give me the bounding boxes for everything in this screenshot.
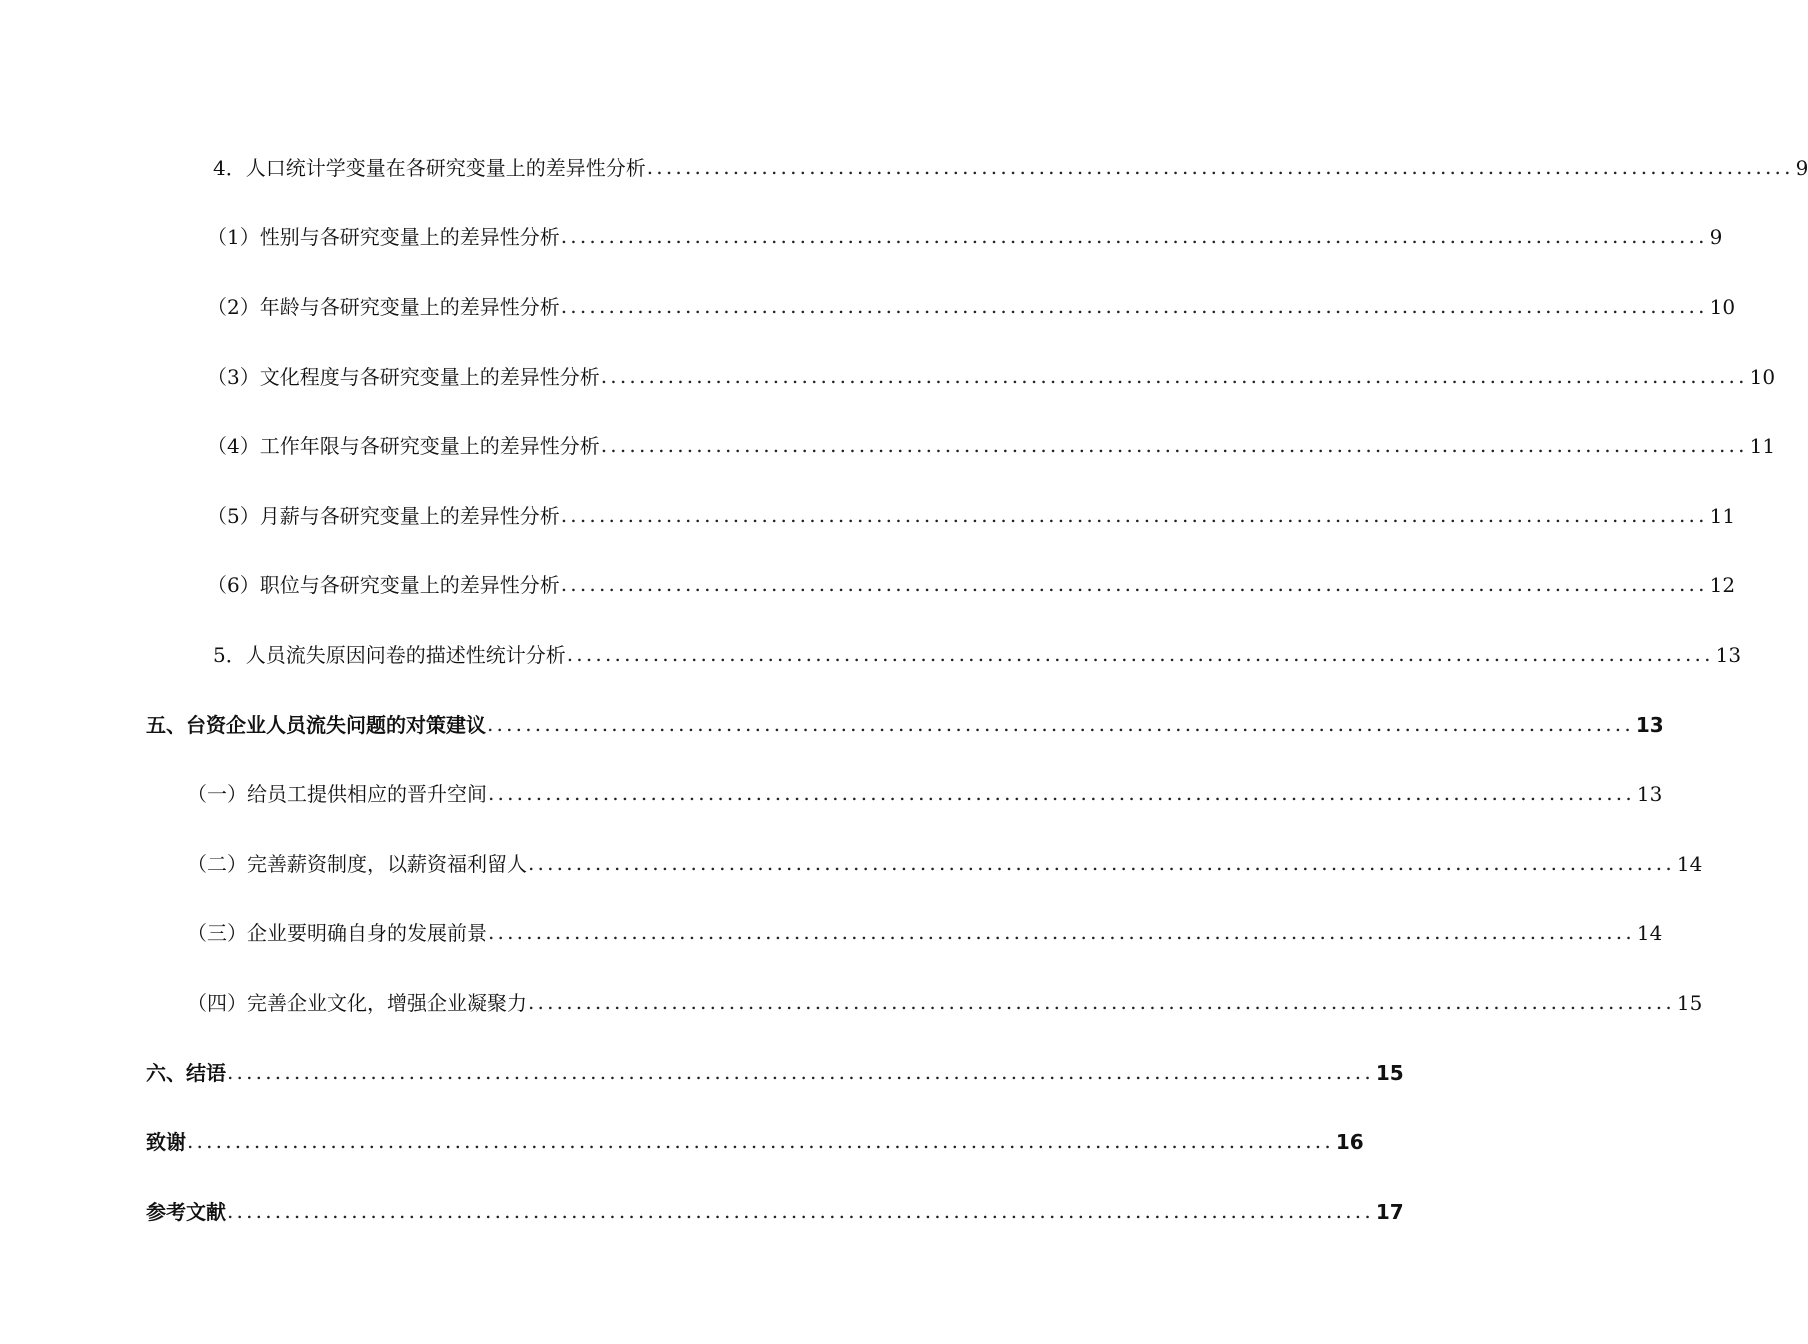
- toc-entry-title: （5）月薪与各研究变量上的差异性分析: [207, 503, 560, 528]
- toc-entry-page-number: 11: [1709, 503, 1736, 528]
- toc-entry-title: 4．人口统计学变量在各研究变量上的差异性分析: [213, 155, 646, 180]
- toc-entry[interactable]: [0, 690, 1664, 760]
- toc-entry[interactable]: [0, 829, 1703, 899]
- toc-entry-page-number: 14: [1676, 851, 1703, 876]
- toc-entry[interactable]: [0, 272, 1736, 342]
- toc-entry-title: （二）完善薪资制度，以薪资福利留人: [187, 851, 527, 876]
- toc-entry-page-number: 12: [1709, 573, 1736, 598]
- toc-dot-leader: ........................................................................................................................: [488, 920, 1635, 945]
- toc-entry-line: [213, 148, 1808, 188]
- toc-entry-page-number: 10: [1749, 364, 1776, 389]
- toc-entry[interactable]: [0, 968, 1703, 1038]
- toc-entry-title: （3）文化程度与各研究变量上的差异性分析: [207, 364, 600, 389]
- toc-entry-line: [187, 844, 1703, 884]
- toc-entry[interactable]: [0, 342, 1776, 412]
- toc-entry-title: （三）企业要明确自身的发展前景: [187, 921, 487, 946]
- toc-dot-leader: ........................................................................................................................: [600, 433, 1748, 458]
- toc-entry-title: （1）性别与各研究变量上的差异性分析: [207, 225, 560, 250]
- toc-entry-title: 致谢: [146, 1130, 186, 1155]
- toc-dot-leader: ........................................................................................................................: [227, 1198, 1374, 1223]
- toc-entry-title: 六、结语: [146, 1060, 226, 1085]
- toc-entry-title: 五、台资企业人员流失问题的对策建议: [146, 712, 486, 737]
- toc-entry-title: （4）工作年限与各研究变量上的差异性分析: [207, 434, 600, 459]
- toc-dot-leader: ........................................................................................................................: [566, 641, 1714, 666]
- toc-entry-page-number: 9: [1795, 155, 1808, 180]
- toc-entry-title: 参考文献: [146, 1199, 226, 1224]
- toc-entry[interactable]: [0, 1038, 1404, 1108]
- toc-entry[interactable]: [0, 133, 1808, 203]
- toc-dot-leader: ........................................................................................................................: [488, 781, 1635, 806]
- toc-entry-line: [187, 774, 1663, 814]
- toc-entry[interactable]: [0, 203, 1723, 273]
- toc-entry-page-number: 15: [1375, 1060, 1404, 1085]
- toc-entry-line: [187, 983, 1703, 1023]
- toc-entry-page-number: 16: [1335, 1130, 1364, 1155]
- toc-entry[interactable]: [0, 481, 1736, 551]
- toc-dot-leader: ........................................................................................................................: [646, 154, 1794, 179]
- toc-entry-title: （一）给员工提供相应的晋升空间: [187, 782, 487, 807]
- toc-entry[interactable]: [0, 899, 1663, 969]
- toc-entry-title: （6）职位与各研究变量上的差异性分析: [207, 573, 560, 598]
- toc-entry-line: [146, 1192, 1404, 1232]
- toc-entry[interactable]: [0, 620, 1742, 690]
- toc-entry-line: [187, 913, 1663, 953]
- toc-entry-page-number: 17: [1375, 1199, 1404, 1224]
- toc-entry[interactable]: [0, 759, 1663, 829]
- toc-entry-line: [213, 635, 1742, 675]
- toc-dot-leader: ........................................................................................................................: [487, 711, 1634, 736]
- toc-entry-page-number: 13: [1635, 712, 1664, 737]
- toc-entry-title: （2）年龄与各研究变量上的差异性分析: [207, 294, 560, 319]
- toc-entry-line: [146, 1122, 1364, 1162]
- toc-entry-page-number: 13: [1715, 642, 1742, 667]
- toc-dot-leader: ........................................................................................................................: [227, 1059, 1374, 1084]
- table-of-contents: [0, 133, 1808, 1247]
- toc-entry-page-number: 15: [1676, 990, 1703, 1015]
- toc-dot-leader: ........................................................................................................................: [560, 572, 1708, 597]
- toc-entry-line: [207, 217, 1723, 257]
- toc-dot-leader: ........................................................................................................................: [560, 224, 1708, 249]
- toc-entry-page-number: 14: [1636, 921, 1663, 946]
- toc-entry-line: [146, 705, 1664, 745]
- toc-entry[interactable]: [0, 1177, 1404, 1247]
- toc-entry[interactable]: [0, 411, 1776, 481]
- toc-entry-line: [207, 565, 1736, 605]
- toc-entry[interactable]: [0, 551, 1736, 621]
- toc-dot-leader: ........................................................................................................................: [560, 502, 1708, 527]
- toc-dot-leader: ........................................................................................................................: [560, 293, 1708, 318]
- toc-entry-page-number: 10: [1709, 294, 1736, 319]
- toc-entry-line: [146, 1053, 1404, 1093]
- toc-dot-leader: ........................................................................................................................: [528, 850, 1675, 875]
- toc-entry-page-number: 13: [1636, 782, 1663, 807]
- toc-dot-leader: ........................................................................................................................: [528, 989, 1675, 1014]
- toc-entry[interactable]: [0, 1107, 1364, 1177]
- toc-entry-title: （四）完善企业文化，增强企业凝聚力: [187, 990, 527, 1015]
- toc-entry-page-number: 11: [1749, 434, 1776, 459]
- toc-entry-line: [207, 287, 1736, 327]
- toc-entry-line: [207, 426, 1776, 466]
- toc-dot-leader: ........................................................................................................................: [187, 1129, 1334, 1154]
- toc-entry-title: 5．人员流失原因问卷的描述性统计分析: [213, 642, 566, 667]
- toc-entry-page-number: 9: [1709, 225, 1723, 250]
- toc-entry-line: [207, 496, 1736, 536]
- toc-dot-leader: ........................................................................................................................: [600, 363, 1748, 388]
- toc-entry-line: [207, 357, 1776, 397]
